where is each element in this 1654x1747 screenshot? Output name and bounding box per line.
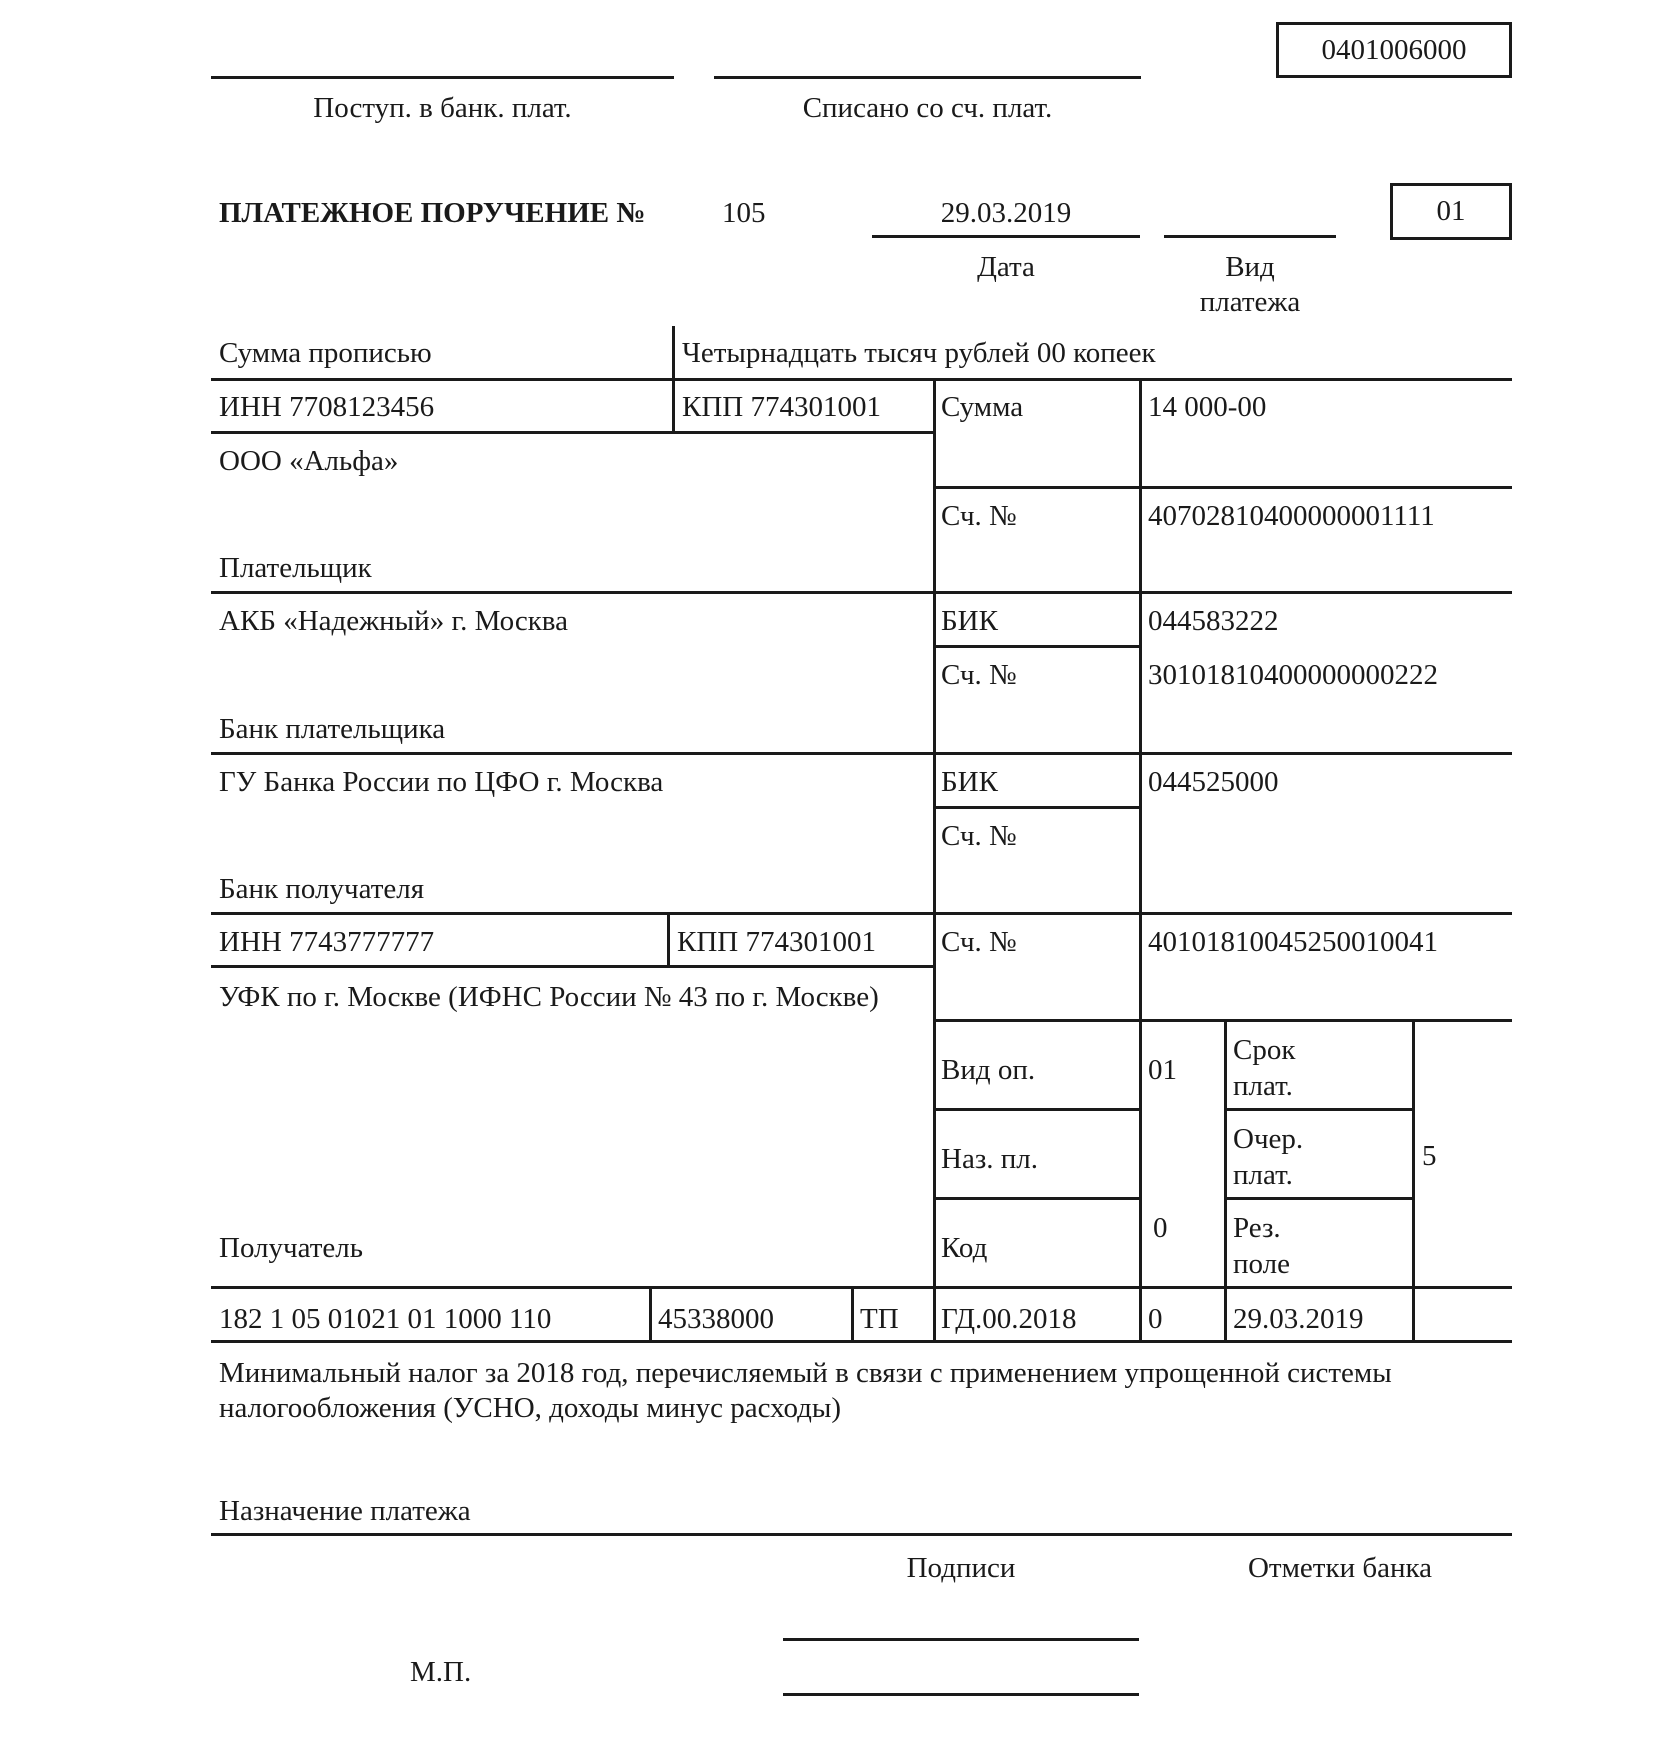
- rule: [851, 1286, 854, 1340]
- rule: [211, 965, 933, 968]
- rule: [933, 486, 1512, 489]
- bank-marks-label: Отметки банка: [1247, 1552, 1433, 1584]
- rule: [1224, 1197, 1412, 1200]
- form-code: 0401006000: [1321, 33, 1467, 66]
- payee-name: УФК по г. Москве (ИФНС России № 43 по г. Москве): [219, 981, 879, 1013]
- purpose-label: Назначение платежа: [219, 1495, 471, 1527]
- purpose-line-1: Минимальный налог за 2018 год, перечисляемый в связи с применением упрощенной системы: [219, 1357, 1392, 1389]
- payment-type-label-1: Вид: [1225, 251, 1275, 283]
- debited-line: [714, 76, 1141, 79]
- document-title: ПЛАТЕЖНОЕ ПОРУЧЕНИЕ №: [219, 197, 646, 229]
- document-date: 29.03.2019: [940, 197, 1072, 229]
- rez-label-1: Рез.: [1233, 1212, 1281, 1244]
- ocher-label-2: плат.: [1233, 1159, 1293, 1191]
- date-line: [872, 235, 1140, 238]
- tax-oktmo: 45338000: [658, 1303, 774, 1335]
- payee-label: Получатель: [219, 1232, 363, 1264]
- payment-type-line: [1164, 235, 1336, 238]
- rule: [1412, 1019, 1415, 1340]
- debited-label: Списано со сч. плат.: [802, 92, 1053, 124]
- payer-account-label: Сч. №: [941, 500, 1017, 532]
- payer-inn: ИНН 7708123456: [219, 391, 435, 423]
- amount-words-value: Четырнадцать тысяч рублей 00 копеек: [682, 337, 1156, 369]
- payer-bank-label: Банк плательщика: [219, 713, 446, 745]
- rule: [933, 1019, 1512, 1022]
- payer-name: ООО «Альфа»: [219, 445, 399, 477]
- rule: [672, 326, 675, 431]
- purpose-line-2: налогообложения (УСНО, доходы минус расходы): [219, 1392, 842, 1424]
- stamp-label: М.П.: [410, 1656, 472, 1688]
- payee-inn: ИНН 7743777777: [219, 926, 435, 958]
- rule: [933, 645, 1139, 648]
- payee-bank-bik: 044525000: [1148, 766, 1279, 798]
- rule: [933, 1108, 1139, 1111]
- tax-doc-number: 0: [1148, 1303, 1163, 1335]
- tax-doc-date: 29.03.2019: [1233, 1303, 1364, 1335]
- received-label: Поступ. в банк. плат.: [313, 92, 572, 124]
- rule: [211, 752, 1512, 755]
- payee-bank-name: ГУ Банка России по ЦФО г. Москва: [219, 766, 664, 798]
- kod-label: Код: [941, 1232, 988, 1264]
- rule: [667, 912, 670, 965]
- payer-bank-bik: 044583222: [1148, 605, 1279, 637]
- tax-period: ГД.00.2018: [941, 1303, 1077, 1335]
- payer-bank-name: АКБ «Надежный» г. Москва: [219, 605, 568, 637]
- status-code-box: [1390, 183, 1512, 240]
- payee-account: 40101810045250010041: [1148, 926, 1438, 958]
- rule: [1224, 1019, 1227, 1340]
- payer-bank-account-label: Сч. №: [941, 659, 1017, 691]
- rule: [1224, 1108, 1412, 1111]
- form-code-box: [1276, 22, 1512, 78]
- payee-bank-label: Банк получателя: [219, 873, 425, 905]
- amount-words-label: Сумма прописью: [219, 337, 432, 369]
- payment-type-label-2: платежа: [1199, 286, 1301, 318]
- tax-basis: ТП: [860, 1303, 899, 1335]
- signature-line-2: [783, 1693, 1139, 1696]
- rule: [211, 1533, 1512, 1536]
- sum-label: Сумма: [941, 391, 1024, 423]
- rule: [211, 431, 933, 434]
- ocher-label-1: Очер.: [1233, 1123, 1304, 1155]
- rule: [933, 1197, 1139, 1200]
- payee-bank-bik-label: БИК: [941, 766, 998, 798]
- vid-op-value: 01: [1148, 1054, 1177, 1086]
- rule: [211, 591, 1512, 594]
- kod-value: 0: [1153, 1212, 1168, 1244]
- rule: [211, 1286, 1512, 1289]
- sum-value: 14 000-00: [1148, 391, 1267, 423]
- vid-op-label: Вид оп.: [941, 1054, 1036, 1086]
- rule: [1139, 378, 1142, 1340]
- payee-account-label: Сч. №: [941, 926, 1017, 958]
- date-label: Дата: [977, 251, 1035, 283]
- payee-bank-account-label: Сч. №: [941, 820, 1017, 852]
- payer-bank-bik-label: БИК: [941, 605, 998, 637]
- srok-label-1: Срок: [1233, 1034, 1296, 1066]
- tax-kbk: 182 1 05 01021 01 1000 110: [219, 1303, 552, 1335]
- rule: [649, 1286, 652, 1340]
- document-number: 105: [722, 197, 766, 229]
- rule: [211, 378, 1512, 381]
- payer-account: 40702810400000001111: [1148, 500, 1435, 532]
- srok-label-2: плат.: [1233, 1070, 1293, 1102]
- ocher-value: 5: [1422, 1140, 1437, 1172]
- status-code: 01: [1436, 195, 1466, 227]
- rule: [933, 378, 936, 1340]
- signatures-label: Подписи: [906, 1552, 1016, 1584]
- rule: [933, 806, 1139, 809]
- payer-kpp: КПП 774301001: [682, 391, 881, 423]
- payer-label: Плательщик: [219, 552, 372, 584]
- payee-kpp: КПП 774301001: [677, 926, 876, 958]
- rule: [211, 912, 1512, 915]
- rule: [211, 1340, 1512, 1343]
- payer-bank-account: 30101810400000000222: [1148, 659, 1438, 691]
- naz-pl-label: Наз. пл.: [941, 1143, 1039, 1175]
- signature-line-1: [783, 1638, 1139, 1641]
- rez-label-2: поле: [1233, 1248, 1290, 1280]
- received-line: [211, 76, 674, 79]
